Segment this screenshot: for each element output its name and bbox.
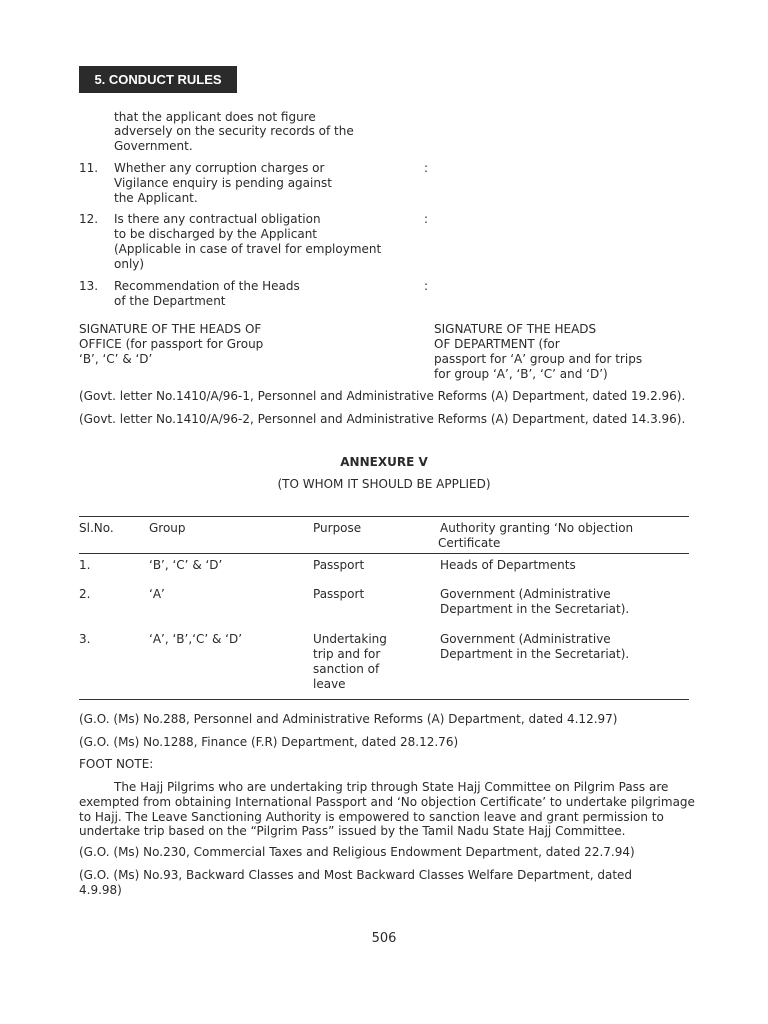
footnote-text: to Hajj. The Leave Sanctioning Authority is empowered to sanction leave and grant permission to xyxy=(79,810,664,824)
table-header-authority: Certificate xyxy=(438,536,501,550)
footnote-text: The Hajj Pilgrims who are undertaking trip through State Hajj Committee on Pilgrim Pass are xyxy=(114,780,669,794)
signature-left: SIGNATURE OF THE HEADS OF xyxy=(79,322,262,336)
table-cell-slno: 2. xyxy=(79,587,91,601)
reference: (G.O. (Ms) No.288, Personnel and Administrative Reforms (A) Department, dated 4.12.97) xyxy=(79,712,618,726)
item-colon: : xyxy=(424,212,429,226)
item-colon: : xyxy=(424,161,429,175)
reference: 4.9.98) xyxy=(79,883,122,897)
signature-right: passport for ‘A’ group and for trips xyxy=(434,352,643,366)
page-number: 506 xyxy=(371,931,397,946)
table-cell-authority: Department in the Secretariat). xyxy=(440,647,630,661)
reference: (G.O. (Ms) No.230, Commercial Taxes and Religious Endowment Department, dated 22.7.94) xyxy=(79,845,635,859)
reference: (G.O. (Ms) No.93, Backward Classes and Most Backward Classes Welfare Department, dated xyxy=(79,868,633,882)
table-cell-authority: Department in the Secretariat). xyxy=(440,602,630,616)
signature-right: SIGNATURE OF THE HEADS xyxy=(434,322,597,336)
item-text: Whether any corruption charges or xyxy=(114,161,325,175)
item-colon: : xyxy=(424,279,429,293)
continuation-line: that the applicant does not figure xyxy=(114,110,316,124)
table-cell-purpose: trip and for xyxy=(313,647,381,661)
item-text: (Applicable in case of travel for employment xyxy=(114,242,382,256)
footnote-text: exempted from obtaining International Passport and ‘No objection Certificate’ to undertake pilgrimage xyxy=(79,795,695,809)
signature-left: OFFICE (for passport for Group xyxy=(79,337,264,351)
footnote-label: FOOT NOTE: xyxy=(79,757,154,771)
item-text: Vigilance enquiry is pending against xyxy=(114,176,332,190)
footnote-text: undertake trip based on the “Pilgrim Pass” issued by the Tamil Nadu State Hajj Committee. xyxy=(79,824,626,838)
table-cell-group: ‘A’, ‘B’,‘C’ & ‘D’ xyxy=(149,632,243,646)
item-text: only) xyxy=(114,257,145,271)
table-cell-purpose: Passport xyxy=(313,587,365,601)
signature-right: OF DEPARTMENT (for xyxy=(434,337,560,351)
table-cell-authority: Government (Administrative xyxy=(440,632,611,646)
table-cell-group: ‘B’, ‘C’ & ‘D’ xyxy=(149,558,223,572)
table-cell-group: ‘A’ xyxy=(149,587,165,601)
continuation-line: Government. xyxy=(114,139,193,153)
table-cell-authority: Heads of Departments xyxy=(440,558,576,572)
table-header-authority: Authority granting ‘No objection xyxy=(440,521,634,535)
signature-left: ‘B’, ‘C’ & ‘D’ xyxy=(79,352,153,366)
item-number: 11. xyxy=(79,161,99,175)
table-cell-purpose: sanction of xyxy=(313,662,380,676)
table-cell-slno: 3. xyxy=(79,632,91,646)
reference: (Govt. letter No.1410/A/96-1, Personnel and Administrative Reforms (A) Department, dated 19.2.96). xyxy=(79,389,686,403)
item-text: to be discharged by the Applicant xyxy=(114,227,318,241)
item-number: 12. xyxy=(79,212,99,226)
reference: (Govt. letter No.1410/A/96-2, Personnel and Administrative Reforms (A) Department, dated 14.3.96). xyxy=(79,412,686,426)
item-text: of the Department xyxy=(114,294,226,308)
item-text: the Applicant. xyxy=(114,191,198,205)
table-cell-purpose: Passport xyxy=(313,558,365,572)
annexure-subtitle: (TO WHOM IT SHOULD BE APPLIED) xyxy=(277,477,491,491)
table-top-rule xyxy=(79,516,689,517)
item-text: Recommendation of the Heads xyxy=(114,279,300,293)
reference: (G.O. (Ms) No.1288, Finance (F.R) Department, dated 28.12.76) xyxy=(79,735,459,749)
table-header-purpose: Purpose xyxy=(313,521,362,535)
table-header-group: Group xyxy=(149,521,186,535)
table-header-slno: Sl.No. xyxy=(79,521,114,535)
annexure-title: ANNEXURE V xyxy=(340,455,428,469)
item-number: 13. xyxy=(79,279,99,293)
table-cell-purpose: leave xyxy=(313,677,346,691)
signature-right: for group ‘A’, ‘B’, ‘C’ and ‘D’) xyxy=(434,367,608,381)
table-header-rule xyxy=(79,553,689,554)
item-text: Is there any contractual obligation xyxy=(114,212,321,226)
section-header: 5. CONDUCT RULES xyxy=(79,66,237,93)
table-cell-slno: 1. xyxy=(79,558,91,572)
table-cell-purpose: Undertaking xyxy=(313,632,387,646)
table-bottom-rule xyxy=(79,699,689,700)
table-cell-authority: Government (Administrative xyxy=(440,587,611,601)
continuation-line: adversely on the security records of the xyxy=(114,124,354,138)
